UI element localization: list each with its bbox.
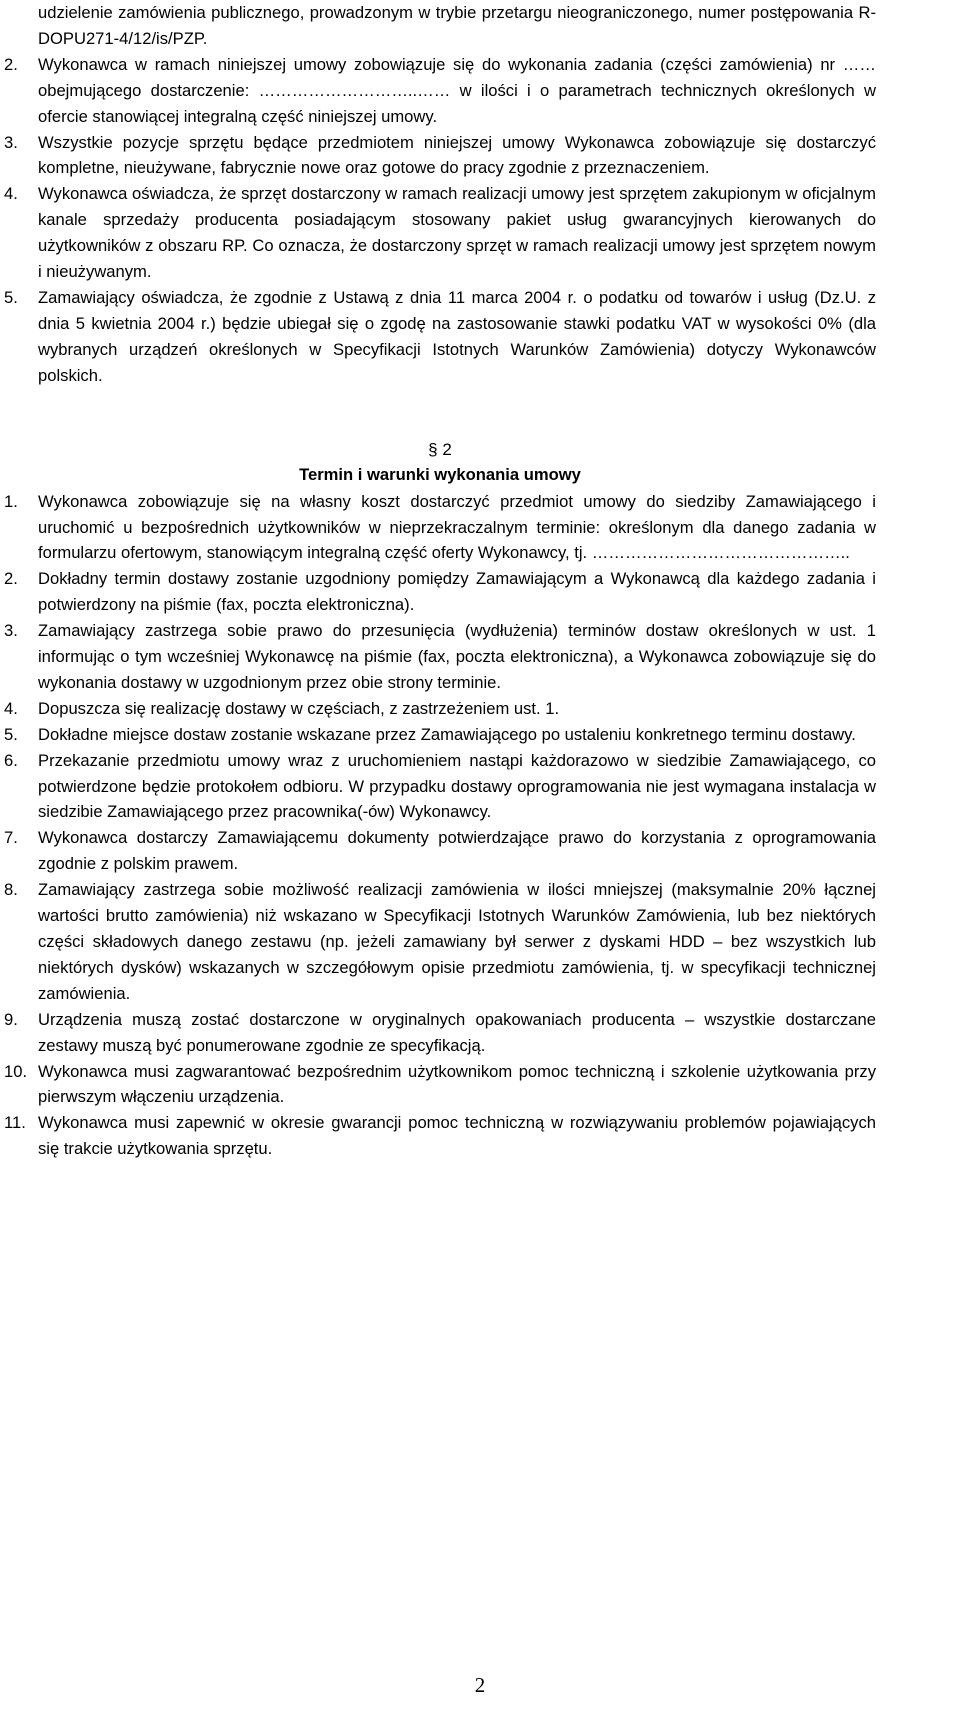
list-item-number: 3. [4,621,18,641]
list-item-number: 6. [4,750,18,770]
list-item-number: 8. [4,880,18,900]
list-item-number: 9. [4,1009,18,1029]
list-item-number: 4. [4,184,18,204]
list-item-number: 11. [4,1113,26,1133]
list-item-number: 10. [4,1061,28,1081]
list-item [4,748,876,826]
list-item-text: Dopuszcza się realizację dostawy w częściach, z zastrzeżeniem ust. 1. [38,698,560,718]
list-item-number: 1. [4,491,18,511]
list-item-text: Zamawiający zastrzega sobie możliwość realizacji zamówienia w ilości mniejszej (maksymalnie 20% łącznej wartości brutto zamówienia) niż wskazano w Specyfikacji Istotnych Warunków Zamówienia, lub bez niektórych części składowych danego zestawu (np. jeżeli zamawiany był serwer z dyskami HDD – bez wszystkich lub niektórych dysków) wskazanych w szczegółowym opisie przedmiotu zamówienia, tj. w specyfikacji technicznej zamówienia. [38,880,876,1003]
list-item-number: 5. [4,724,18,744]
list-item [4,489,876,567]
list-item-text: Dokładne miejsce dostaw zostanie wskazane przez Zamawiającego po ustaleniu konkretnego terminu dostawy. [38,724,856,744]
list-item [4,52,876,130]
section-heading: Termin i warunki wykonania umowy [299,464,581,484]
list-item [4,130,876,182]
section2-list [4,489,876,1163]
list-item-number: 7. [4,828,18,848]
list-item-text: Wykonawca musi zapewnić w okresie gwarancji pomoc techniczną w rozwiązywaniu problemów pojawiających się trakcie użytkowania sprzętu. [38,1113,876,1159]
list-item [4,618,876,696]
list-item-text: Wszystkie pozycje sprzętu będące przedmiotem niniejszej umowy Wykonawca zobowiązuje się dostarczyć kompletne, nieużywane, fabrycznie nowe oraz gotowe do pracy zgodnie z przeznaczeniem. [38,132,876,178]
list-item-text: Wykonawca musi zagwarantować bezpośrednim użytkownikom pomoc techniczną i szkolenie użytkowania przy pierwszym włączeniu urządzenia. [38,1061,876,1107]
list-item-text: Wykonawca dostarczy Zamawiającemu dokumenty potwierdzające prawo do korzystania z oprogramowania zgodnie z polskim prawem. [38,828,876,874]
list-item-number: 4. [4,698,18,718]
list-item-text: Dokładny termin dostawy zostanie uzgodniony pomiędzy Zamawiającym a Wykonawcą dla każdego zadania i potwierdzony na piśmie (fax, poczta elektroniczna). [38,569,876,615]
section1-intro: udzielenie zamówienia publicznego, prowadzonym w trybie przetargu nieograniczonego, numer postępowania R-DOPU271-4/12/is/PZP. [38,3,876,48]
list-item-text: Wykonawca oświadcza, że sprzęt dostarczony w ramach realizacji umowy jest sprzętem zakupionym w oficjalnym kanale sprzedaży producenta posiadającym stosowany pakiet usług gwarancyjnych kierowanych do użytkowników z obszaru RP. Co oznacza, że dostarczony sprzęt w ramach realizacji umowy jest sprzętem nowym i nieużywanym. [38,184,876,282]
list-item [4,181,876,285]
list-item-text: Zamawiający oświadcza, że zgodnie z Ustawą z dnia 11 marca 2004 r. o podatku od towarów i usług (Dz.U. z dnia 5 kwietnia 2004 r.) będzie ubiegał się o zgodę na zastosowanie stawki podatku VAT w wysokości 0% (dla wybranych urządzeń określonych w Specyfikacji Istotnych Warunków Zamówienia) dotyczy Wykonawców polskich. [38,287,876,385]
list-item [4,1059,876,1111]
section1-list [4,52,876,389]
list-item-text: Wykonawca w ramach niniejszej umowy zobowiązuje się do wykonania zadania (części zamówienia) nr …… obejmującego dostarczenie: ………………………..…… w ilości i o parametrach technicznych określonych w ofercie stanowiącej integralną część niniejszej umowy. [38,54,876,126]
section-sign: § 2 [428,439,452,459]
list-item [4,696,876,722]
list-item-number: 2. [4,569,18,589]
page-number: 2 [474,1673,486,1697]
list-item [4,566,876,618]
list-item [4,1110,876,1162]
list-item [4,722,876,748]
list-item-text: Przekazanie przedmiotu umowy wraz z uruchomieniem nastąpi każdorazowo w siedzibie Zamawiającego, co potwierdzone będzie protokołem odbioru. W przypadku dostawy oprogramowania nie jest wymagana instalacja w siedzibie Zamawiającego przez pracownika(-ów) Wykonawcy. [38,750,876,822]
list-item [4,877,876,1007]
list-item [4,825,876,877]
list-item-number: 3. [4,132,18,152]
list-item [4,285,876,389]
list-item-text: Urządzenia muszą zostać dostarczone w oryginalnych opakowaniach producenta – wszystkie dostarczane zestawy muszą być ponumerowane zgodnie ze specyfikacją. [38,1009,876,1055]
list-item-text: Wykonawca zobowiązuje się na własny koszt dostarczyć przedmiot umowy do siedziby Zamawiającego i uruchomić u bezpośrednich użytkowników w nieprzekraczalnym terminie: określonym dla danego zadania w formularzu ofertowym, stanowiącym integralną część oferty Wykonawcy, tj. ……………………………………….. [38,491,876,563]
list-item [4,1007,876,1059]
list-item-text: Zamawiający zastrzega sobie prawo do przesunięcia (wydłużenia) terminów dostaw określonych w ust. 1 informując o tym wcześniej Wykonawcę na piśmie (fax, poczta elektroniczna), a Wykonawca zobowiązuje się do wykonania dostawy w uzgodnionym przez obie strony terminie. [38,621,876,692]
list-item-number: 2. [4,54,18,74]
list-item-number: 5. [4,287,18,307]
